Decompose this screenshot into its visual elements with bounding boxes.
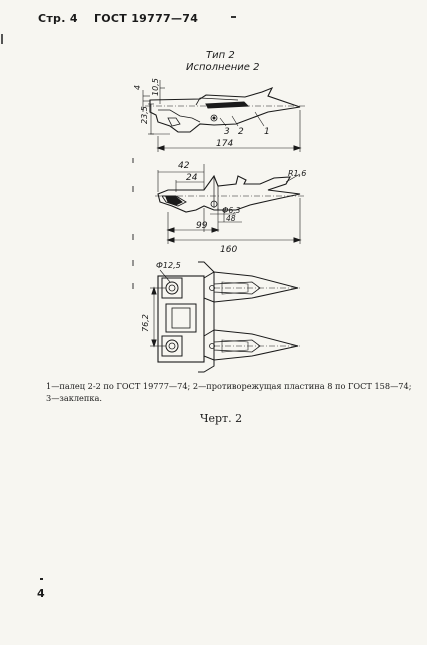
dim-99: 99 [196,221,208,231]
dim-r1-6: R1,6 [288,169,307,178]
dim-10-5: 10,5 [151,78,160,96]
dim-phi-12-5: Ф12,5 [156,261,181,270]
dim-24: 24 [186,173,198,183]
callout-1: 1 [264,127,270,137]
caption-line-2: 3—заклепка. [46,393,102,403]
dim-174: 174 [216,139,234,149]
dim-42: 42 [178,161,190,171]
type-label: Тип 2 [206,50,235,61]
standard-number: ГОСТ 19777—74 [93,12,199,25]
view-3-top [150,262,300,372]
page-number: 4 [37,587,45,600]
page-number-header: Стр. 4 [38,12,78,25]
dim-23-5: 23,5 [140,106,149,124]
view-2-side [155,164,305,244]
figure-caption [46,380,412,404]
figure-label: Черт. 2 [200,412,243,425]
dim-48: 48 [226,214,236,223]
dim-160: 160 [220,245,238,255]
caption-line-1: 1—палец 2-2 по ГОСТ 19777—74; 2—противорежущая пластина 8 по ГОСТ 158—74; [46,381,412,391]
variant-label: Исполнение 2 [186,62,260,73]
dim-phi-6-3: Ф6,3 [222,206,241,215]
dim-4: 4 [133,84,142,90]
callout-2: 2 [238,127,244,137]
dim-76-2: 76,2 [141,314,150,332]
dot-mark [40,578,43,580]
callout-3: 3 [224,127,230,137]
